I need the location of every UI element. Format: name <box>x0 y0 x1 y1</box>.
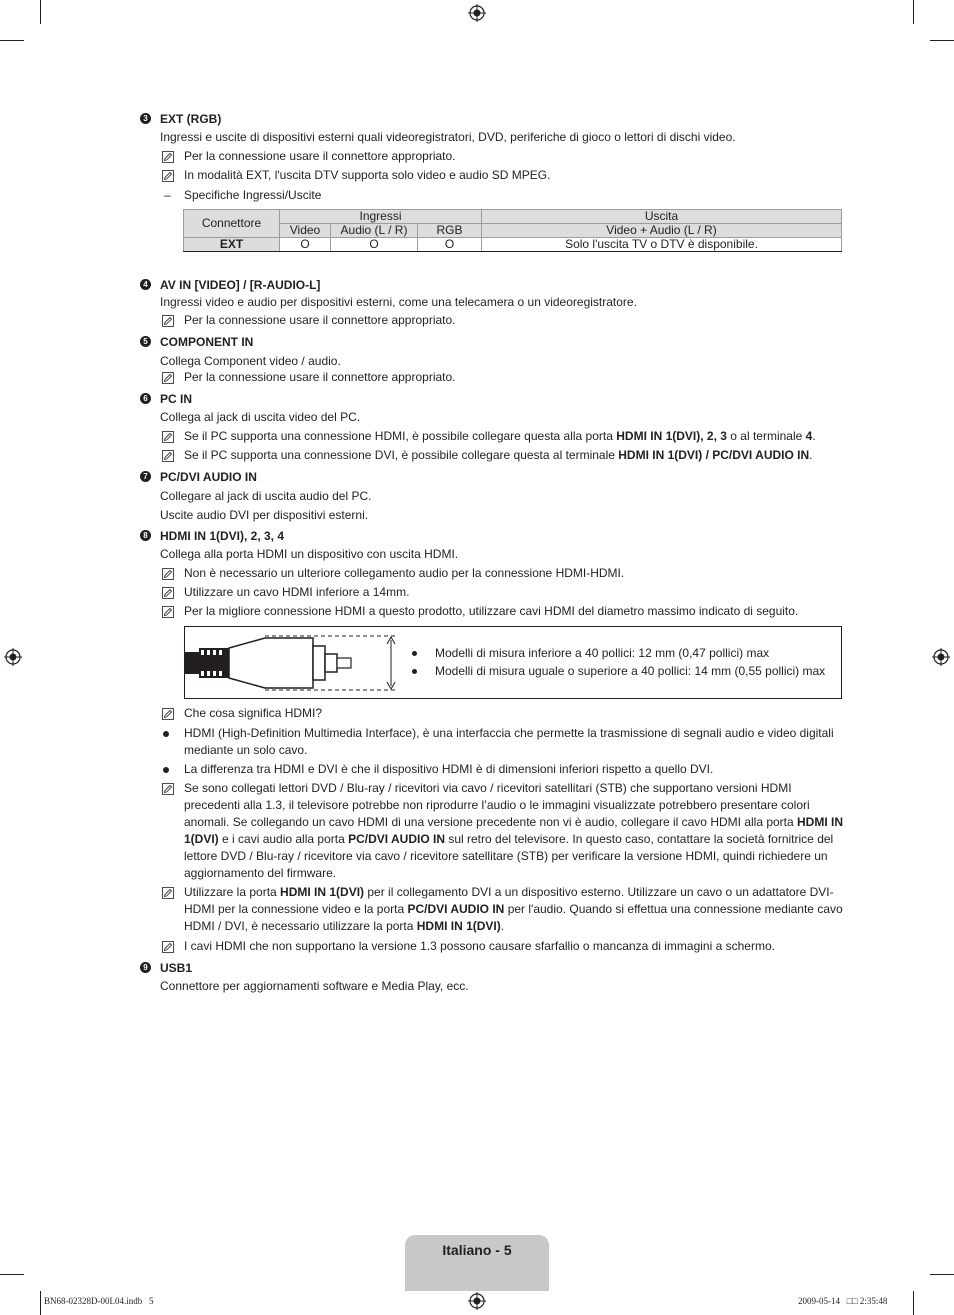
note-icon <box>162 887 174 899</box>
note-icon <box>162 783 174 795</box>
bullet-icon <box>163 767 169 773</box>
note-text: Che cosa significa HDMI? <box>184 706 323 720</box>
note-text: Per la connessione usare il connettore appropriato. <box>184 149 456 163</box>
crop-mark <box>913 0 914 24</box>
section-number-badge: 9 <box>140 962 151 973</box>
section-description: Ingressi e uscite di dispositivi esterni quali videoregistratori, DVD, periferiche di gioco o lettori di dischi video. <box>160 130 736 144</box>
note-icon <box>162 170 174 182</box>
note-text: Se il PC supporta una connessione HDMI, è possibile collegare questa alla porta HDMI IN 1(DVI), 2, 3 o al terminale 4. <box>184 429 816 443</box>
table-subheader-audio: Audio (L / R) <box>331 224 418 238</box>
note-icon <box>162 941 174 953</box>
section-description: Collega al jack di uscita video del PC. <box>160 410 361 424</box>
section-title: AV IN [VIDEO] / [R-AUDIO-L] <box>160 278 321 292</box>
crop-mark <box>930 40 954 41</box>
section-title: COMPONENT IN <box>160 335 254 349</box>
table-header-connector: Connettore <box>184 210 280 238</box>
bullet-icon <box>163 731 169 737</box>
print-slug-file: BN68-02328D-00L04.indb 5 <box>44 1296 154 1306</box>
page-number: Italiano - 5 <box>442 1242 512 1258</box>
table-cell: O <box>280 238 331 252</box>
crop-mark <box>40 1291 41 1315</box>
note-text: Per la connessione usare il connettore appropriato. <box>184 313 456 327</box>
note-icon <box>162 151 174 163</box>
section-description: Collega alla porta HDMI un dispositivo con uscita HDMI. <box>160 547 459 561</box>
note-icon <box>162 587 174 599</box>
note-icon <box>162 372 174 384</box>
section-description: Collegare al jack di uscita audio del PC. <box>160 489 372 503</box>
section-number-badge: 6 <box>140 393 151 404</box>
section-description: Ingressi video e audio per dispositivi esterni, come una telecamera o un videoregistratore. <box>160 295 637 309</box>
crop-mark <box>40 0 41 24</box>
print-slug-date: 2009-05-14 □□ 2:35:48 <box>798 1296 888 1306</box>
io-spec-table <box>183 209 842 252</box>
registration-mark-icon <box>4 648 22 666</box>
table-subheader-rgb: RGB <box>418 224 482 238</box>
note-icon <box>162 606 174 618</box>
section-description: Collega Component video / audio. <box>160 354 341 368</box>
table-row-name: EXT <box>184 238 280 252</box>
section-title: EXT (RGB) <box>160 112 222 126</box>
section-number-badge: 5 <box>140 336 151 347</box>
note-text: Utilizzare la porta HDMI IN 1(DVI) per il collegamento DVI a un dispositivo esterno. Utilizzare un cavo o un adattatore DVI-HDMI per la connessione video e la porta PC/DVI AUDIO IN per l'audio. Quando si effettua una connessione mediante cavo HDMI / DVI, è necessario utilizzare la porta HDMI IN 1(DVI). <box>184 885 843 933</box>
table-cell: O <box>418 238 482 252</box>
section-title: PC/DVI AUDIO IN <box>160 470 257 484</box>
section-number-badge: 7 <box>140 471 151 482</box>
hdmi-cable-illustration <box>185 632 405 692</box>
crop-mark <box>913 1291 914 1315</box>
note-icon <box>162 431 174 443</box>
section-title: PC IN <box>160 392 193 406</box>
dash-marker: – <box>164 188 171 202</box>
note-icon <box>162 568 174 580</box>
note-text: Non è necessario un ulteriore collegamento audio per la connessione HDMI-HDMI. <box>184 566 625 580</box>
section-description: Uscite audio DVI per dispositivi esterni. <box>160 508 369 522</box>
section-description: Connettore per aggiornamenti software e Media Play, ecc. <box>160 979 469 993</box>
section-title: USB1 <box>160 961 193 975</box>
note-text: I cavi HDMI che non supportano la versione 1.3 possono causare sfarfallio o mancanza di immagini a schermo. <box>184 939 775 953</box>
bullet-icon <box>412 669 417 674</box>
cable-spec-item: Modelli di misura inferiore a 40 pollici: 12 mm (0,47 pollici) max <box>435 646 770 660</box>
note-text: Se il PC supporta una connessione DVI, è possibile collegare questa al terminale HDMI IN 1(DVI) / PC/DVI AUDIO IN. <box>184 448 813 462</box>
registration-mark-icon <box>468 1292 486 1310</box>
note-text: Utilizzare un cavo HDMI inferiore a 14mm. <box>184 585 410 599</box>
table-header-inputs: Ingressi <box>280 210 482 224</box>
note-icon <box>162 450 174 462</box>
section-number-badge: 3 <box>140 113 151 124</box>
registration-mark-icon <box>932 648 950 666</box>
table-header-output: Uscita <box>482 210 842 224</box>
table-cell: Solo l'uscita TV o DTV è disponibile. <box>482 238 842 252</box>
table-cell: O <box>331 238 418 252</box>
section-number-badge: 8 <box>140 530 151 541</box>
note-text: Per la migliore connessione HDMI a questo prodotto, utilizzare cavi HDMI del diametro massimo indicato di seguito. <box>184 604 799 618</box>
section-title: HDMI IN 1(DVI), 2, 3, 4 <box>160 529 285 543</box>
bullet-icon <box>412 651 417 656</box>
table-subheader-output: Video + Audio (L / R) <box>482 224 842 238</box>
spec-label: Specifiche Ingressi/Uscite <box>184 188 322 202</box>
bullet-text: HDMI (High-Definition Multimedia Interface), è una interfaccia che permette la trasmissione di segnali audio e video digitali mediante un solo cavo. <box>184 726 834 757</box>
crop-mark <box>930 1274 954 1275</box>
note-text: In modalità EXT, l'uscita DTV supporta solo video e audio SD MPEG. <box>184 168 551 182</box>
table-subheader-video: Video <box>280 224 331 238</box>
crop-mark <box>0 1274 24 1275</box>
bullet-text: La differenza tra HDMI e DVI è che il dispositivo HDMI è di dimensioni inferiori rispetto a quello DVI. <box>184 762 714 776</box>
crop-mark <box>0 40 24 41</box>
note-text: Per la connessione usare il connettore appropriato. <box>184 370 456 384</box>
registration-mark-icon <box>468 4 486 22</box>
note-text: Se sono collegati lettori DVD / Blu-ray / ricevitori via cavo / ricevitori satellitari (STB) che supportano versioni HDMI precedenti alla 1.3, il televisore potrebbe non riprodurre l’audio o le immagini visualizzate potrebbero presentare colori anomali. Se collegando un cavo HDMI di una versione precedente non vi è audio, collegare il cavo HDMI alla porta HDMI IN 1(DVI) e i cavi audio alla porta PC/DVI AUDIO IN sul retro del televisore. In questo caso, contattare la società fornitrice del lettore DVD / Blu-ray / ricevitore via cavo / ricevitore satellitare (STB) per verificare la versione HDMI, quindi richiedere un aggiornamento del firmware. <box>184 781 844 880</box>
note-icon <box>162 708 174 720</box>
note-icon <box>162 315 174 327</box>
section-number-badge: 4 <box>140 279 151 290</box>
cable-spec-item: Modelli di misura uguale o superiore a 40 pollici: 14 mm (0,55 pollici) max <box>435 664 826 678</box>
